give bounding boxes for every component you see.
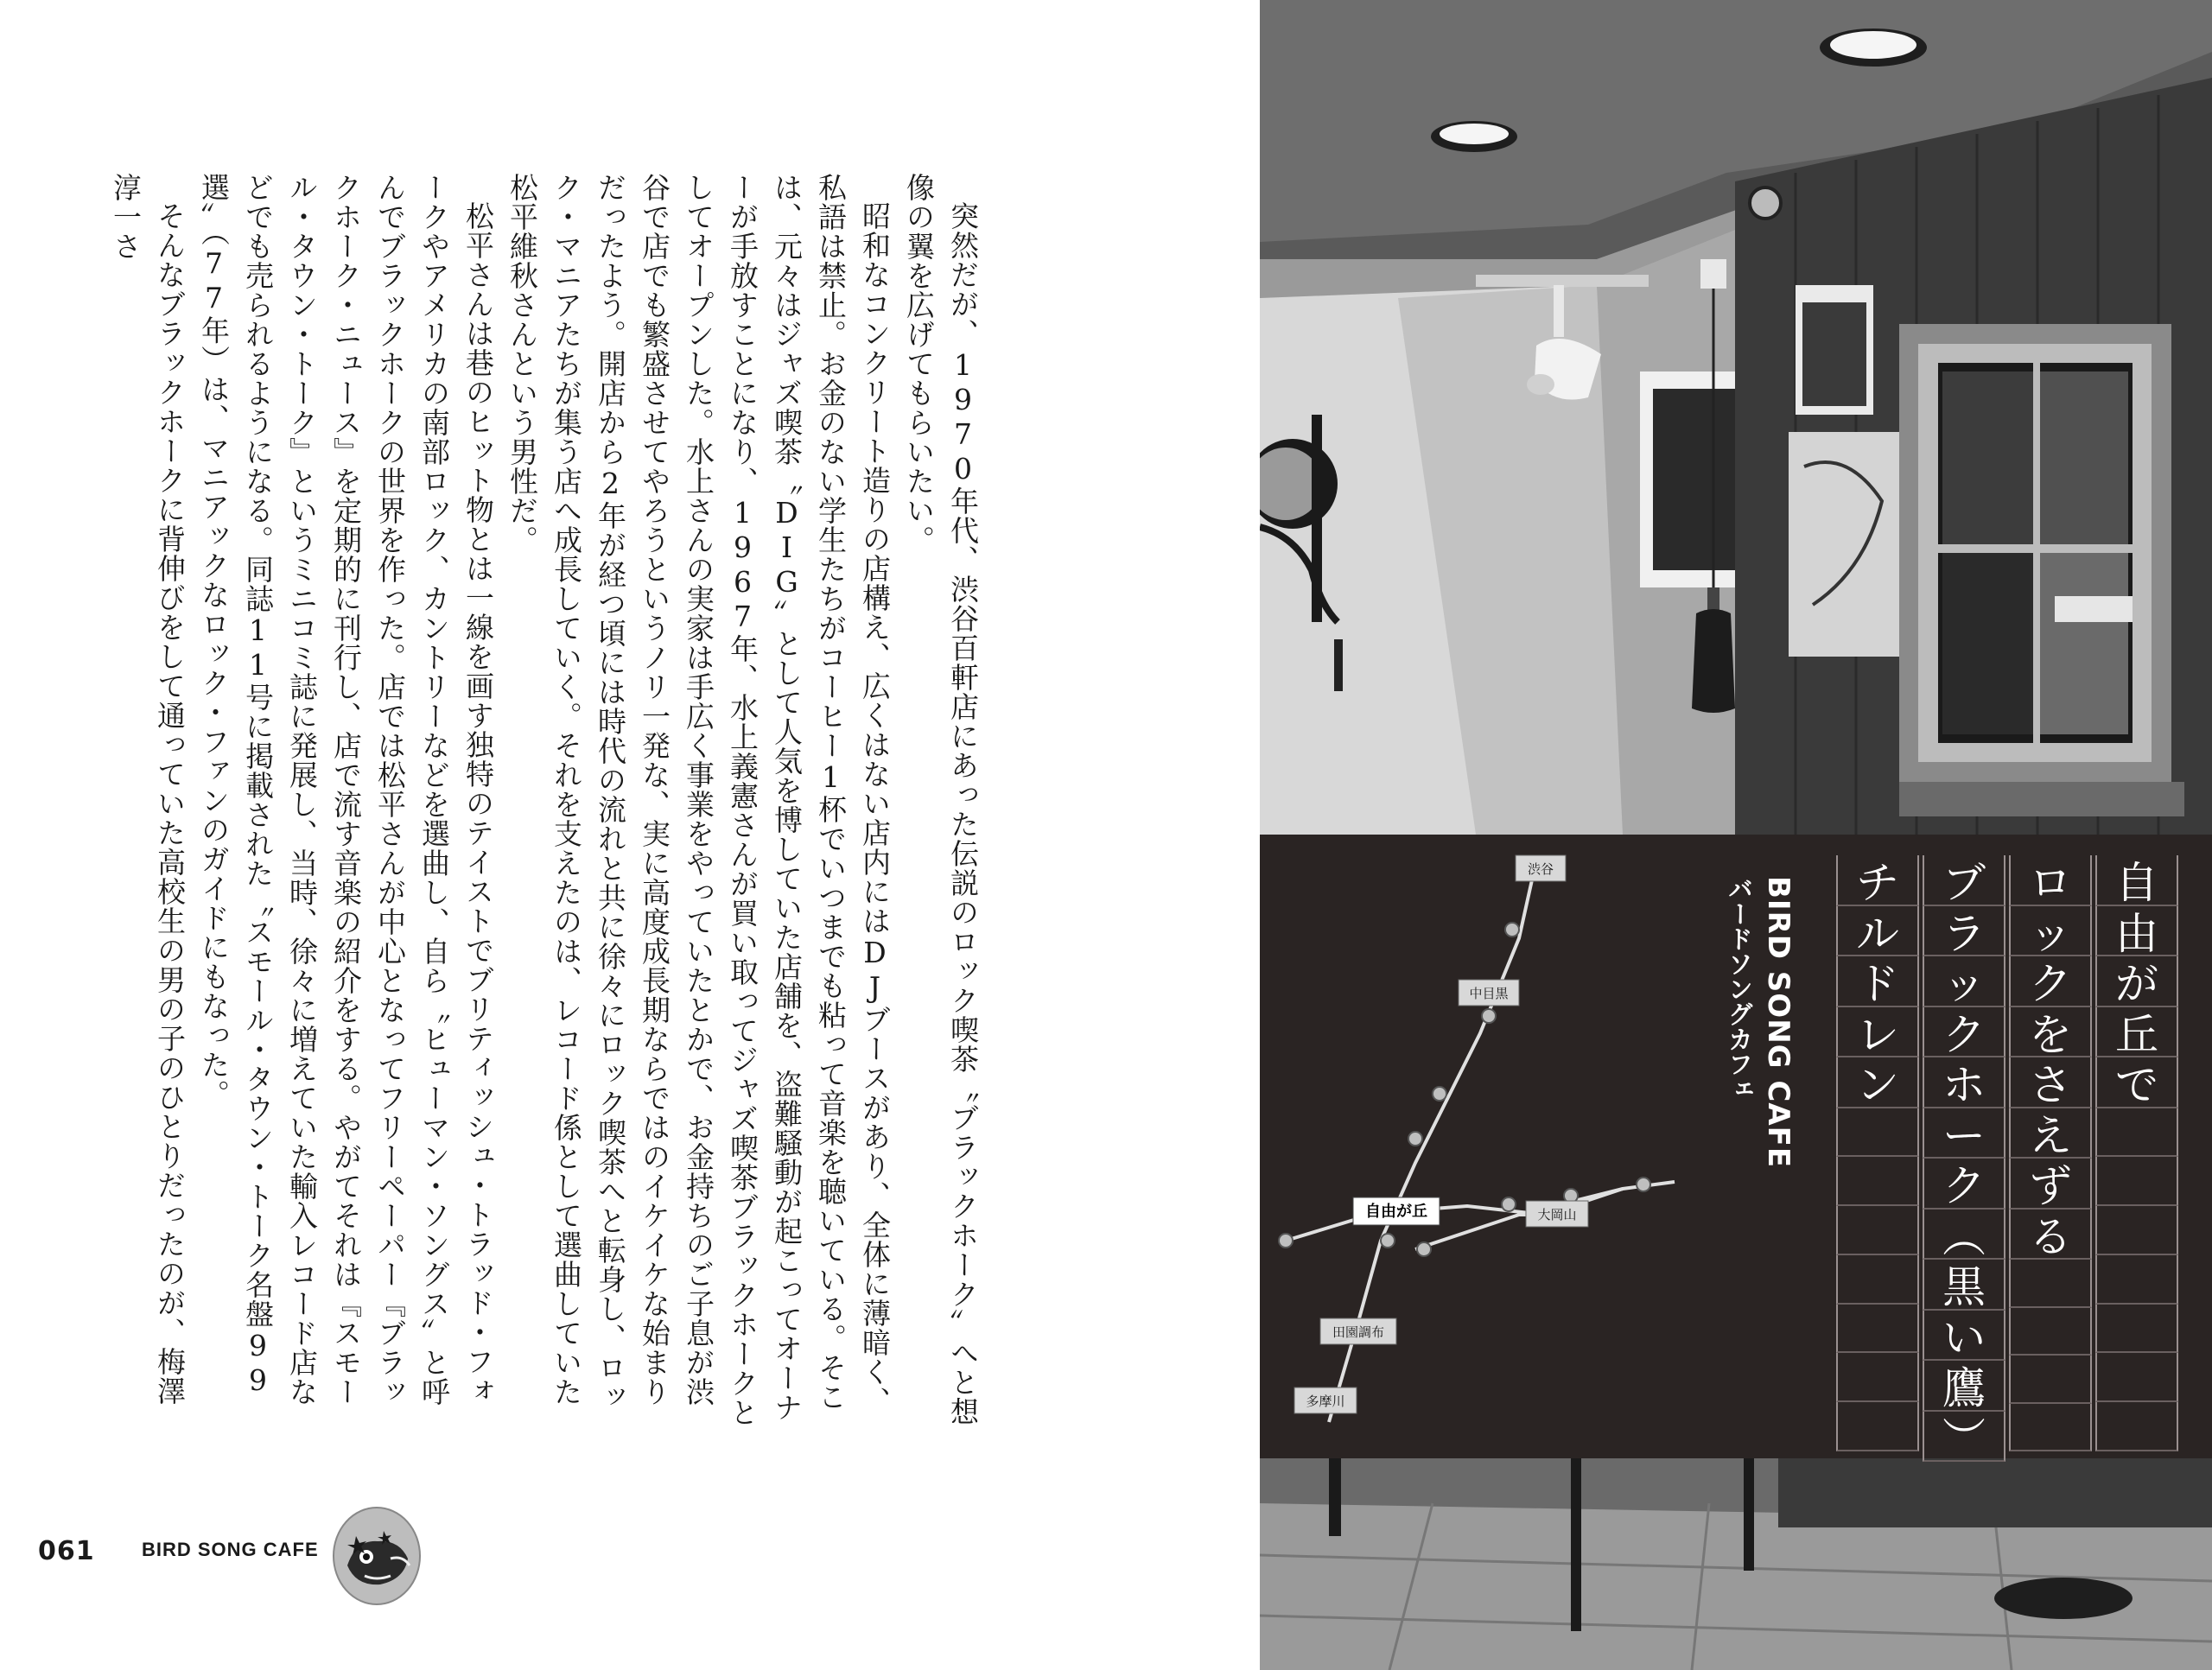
bird-song-cafe-logo-icon [330,1505,423,1607]
headline-char: ホ [1923,1057,2005,1108]
headline-char [1836,1402,1919,1451]
station-label-denenchofu: 田園調布 [1332,1324,1385,1340]
headline-char [2095,1255,2178,1305]
headline-char: ッ [1923,956,2005,1007]
route-map [1260,835,1692,1458]
station-label-ookayama: 大岡山 [1537,1207,1577,1222]
headline-char: チ [1836,855,1919,906]
headline-char [1836,1157,1919,1206]
headline-char: ン [1836,1057,1919,1108]
headline-char: ブ [1923,855,2005,906]
shop-name-ja: バードソングカフェ [1725,876,1754,1102]
station-label-shibuya: 渋谷 [1527,861,1554,877]
headline-char: ッ [2009,906,2092,957]
info-panel [1260,835,2212,1464]
headline-char [2095,1206,2178,1255]
headline-char: を [2009,1007,2092,1058]
station-label-jiyugaoka: 自由が丘 [1365,1203,1427,1221]
headline-column-3 [1923,855,2005,1464]
headline-char [2009,1356,2092,1404]
headline-char: 由 [2095,906,2178,957]
article-paragraph-1: 突然だが、1970年代、渋谷百軒店にあった伝説のロック喫茶〝ブラックホーク〟へと想像の翼を広げてもらいたい。 [902,173,980,1426]
headline-char [2095,1353,2178,1402]
headline-char [2095,1157,2178,1206]
headline-char: ド [1836,956,1919,1007]
headline-char: 丘 [2095,1007,2178,1058]
headline-char: が [2095,956,2178,1007]
headline-char: え [2009,1108,2092,1159]
headline-char [2009,1404,2092,1452]
headline-char: い [1923,1311,2005,1362]
station-label-tamagawa: 多摩川 [1306,1394,1345,1409]
page-footer [38,1505,435,1635]
headline-char [2095,1108,2178,1158]
headline-char [1836,1255,1919,1305]
headline-char: ル [1836,906,1919,957]
footer-title: BIRD SONG CAFE [142,1539,319,1560]
headline-char [2009,1308,2092,1356]
article-body [109,173,985,1434]
shop-name-en: BIRD SONG CAFE [1761,876,1796,1169]
headline-char: 鷹 [1923,1361,2005,1412]
headline-char: ︵ [1923,1210,2005,1260]
headline-char [1836,1305,1919,1354]
headline-char: ︶ [1923,1412,2005,1463]
headline-char: さ [2009,1057,2092,1108]
right-page [1260,0,2212,1670]
headline-char: 自 [2095,855,2178,906]
headline-char [1836,1206,1919,1255]
headline-column-4 [1836,855,1919,1451]
headline-char [1836,1108,1919,1158]
page-number: 061 [38,1536,95,1566]
headline-char [2095,1402,2178,1451]
headline-char [1836,1353,1919,1402]
headline-char: ク [2009,956,2092,1007]
headline-char: 黒 [1923,1260,2005,1311]
headline-char: ク [1923,1159,2005,1210]
headline-char: ラ [1923,906,2005,957]
headline-char: る [2009,1210,2092,1260]
headline-char: ー [1923,1108,2005,1159]
shop-name [1718,876,1796,1222]
article-paragraph-3: 松平さんは巷のヒット物とは一線を画す独特のテイストでブリティッシュ・トラッド・フォークやアメリカの南部ロック、カントリーなどを選曲し、自ら〝ヒューマン・ソングス〟と呼んでブラックホークの世界を作った。店では松平さんが中心となってフリーペーパー『ブラックホーク・ニュース』を定期的に刊行し、店で流す音楽の紹介をする。やがてそれは『スモール・タウン・トーク』というミニコミ誌に発展し、当時、徐々に増えていた輸入レコード店などでも売られるようになる。同誌11号に掲載された〝スモール・タウン・トーク名盤99選〟（77年）は、マニアックなロック・ファンのガイドにもなった。 [197,173,495,1406]
headline-char: ず [2009,1159,2092,1210]
article-paragraph-4: そんなブラックホークに背伸びをして通っていた高校生の男の子のひとりだったのが、梅澤淳一さ [109,173,187,1406]
headline-column-2 [2009,855,2092,1451]
article-paragraph-2: 昭和なコンクリート造りの店構え、広くはない店内にはDJブースがあり、全体に薄暗く、私語は禁止。お金のない学生たちがコーヒー1杯でいつまでも粘って音楽を聴いている。そこは、元々はジャズ喫茶〝DIG〟として人気を博していた店舗を、盗難騒動が起こってオーナーが手放すことになり、1967年、水上義憲さんが買い取ってジャズ喫茶ブラックホークとしてオープンした。水上さんの実家は手広く事業をやっていたとかで、お金持ちのご子息が渋谷で店でも繁盛させてやろうというノリ一発な、実に高度成長期ならではのイケイケな始まりだったよう。開店から2年が経つ頃には時代の流れと共に徐々にロック喫茶へと転身し、ロック・マニアたちが集う店へ成長していく。それを支えたのは、レコード係として選曲していた松平維秋さんという男性だ。 [505,173,892,1427]
headline-char: で [2095,1057,2178,1108]
headline-char [2095,1305,2178,1354]
headline-column-1 [2095,855,2178,1451]
headline-char [2009,1260,2092,1308]
headline [1833,855,2178,1464]
headline-char: ロ [2009,855,2092,906]
headline-char: レ [1836,1007,1919,1058]
station-label-nakameguro: 中目黒 [1469,986,1509,1001]
headline-char: ク [1923,1007,2005,1058]
